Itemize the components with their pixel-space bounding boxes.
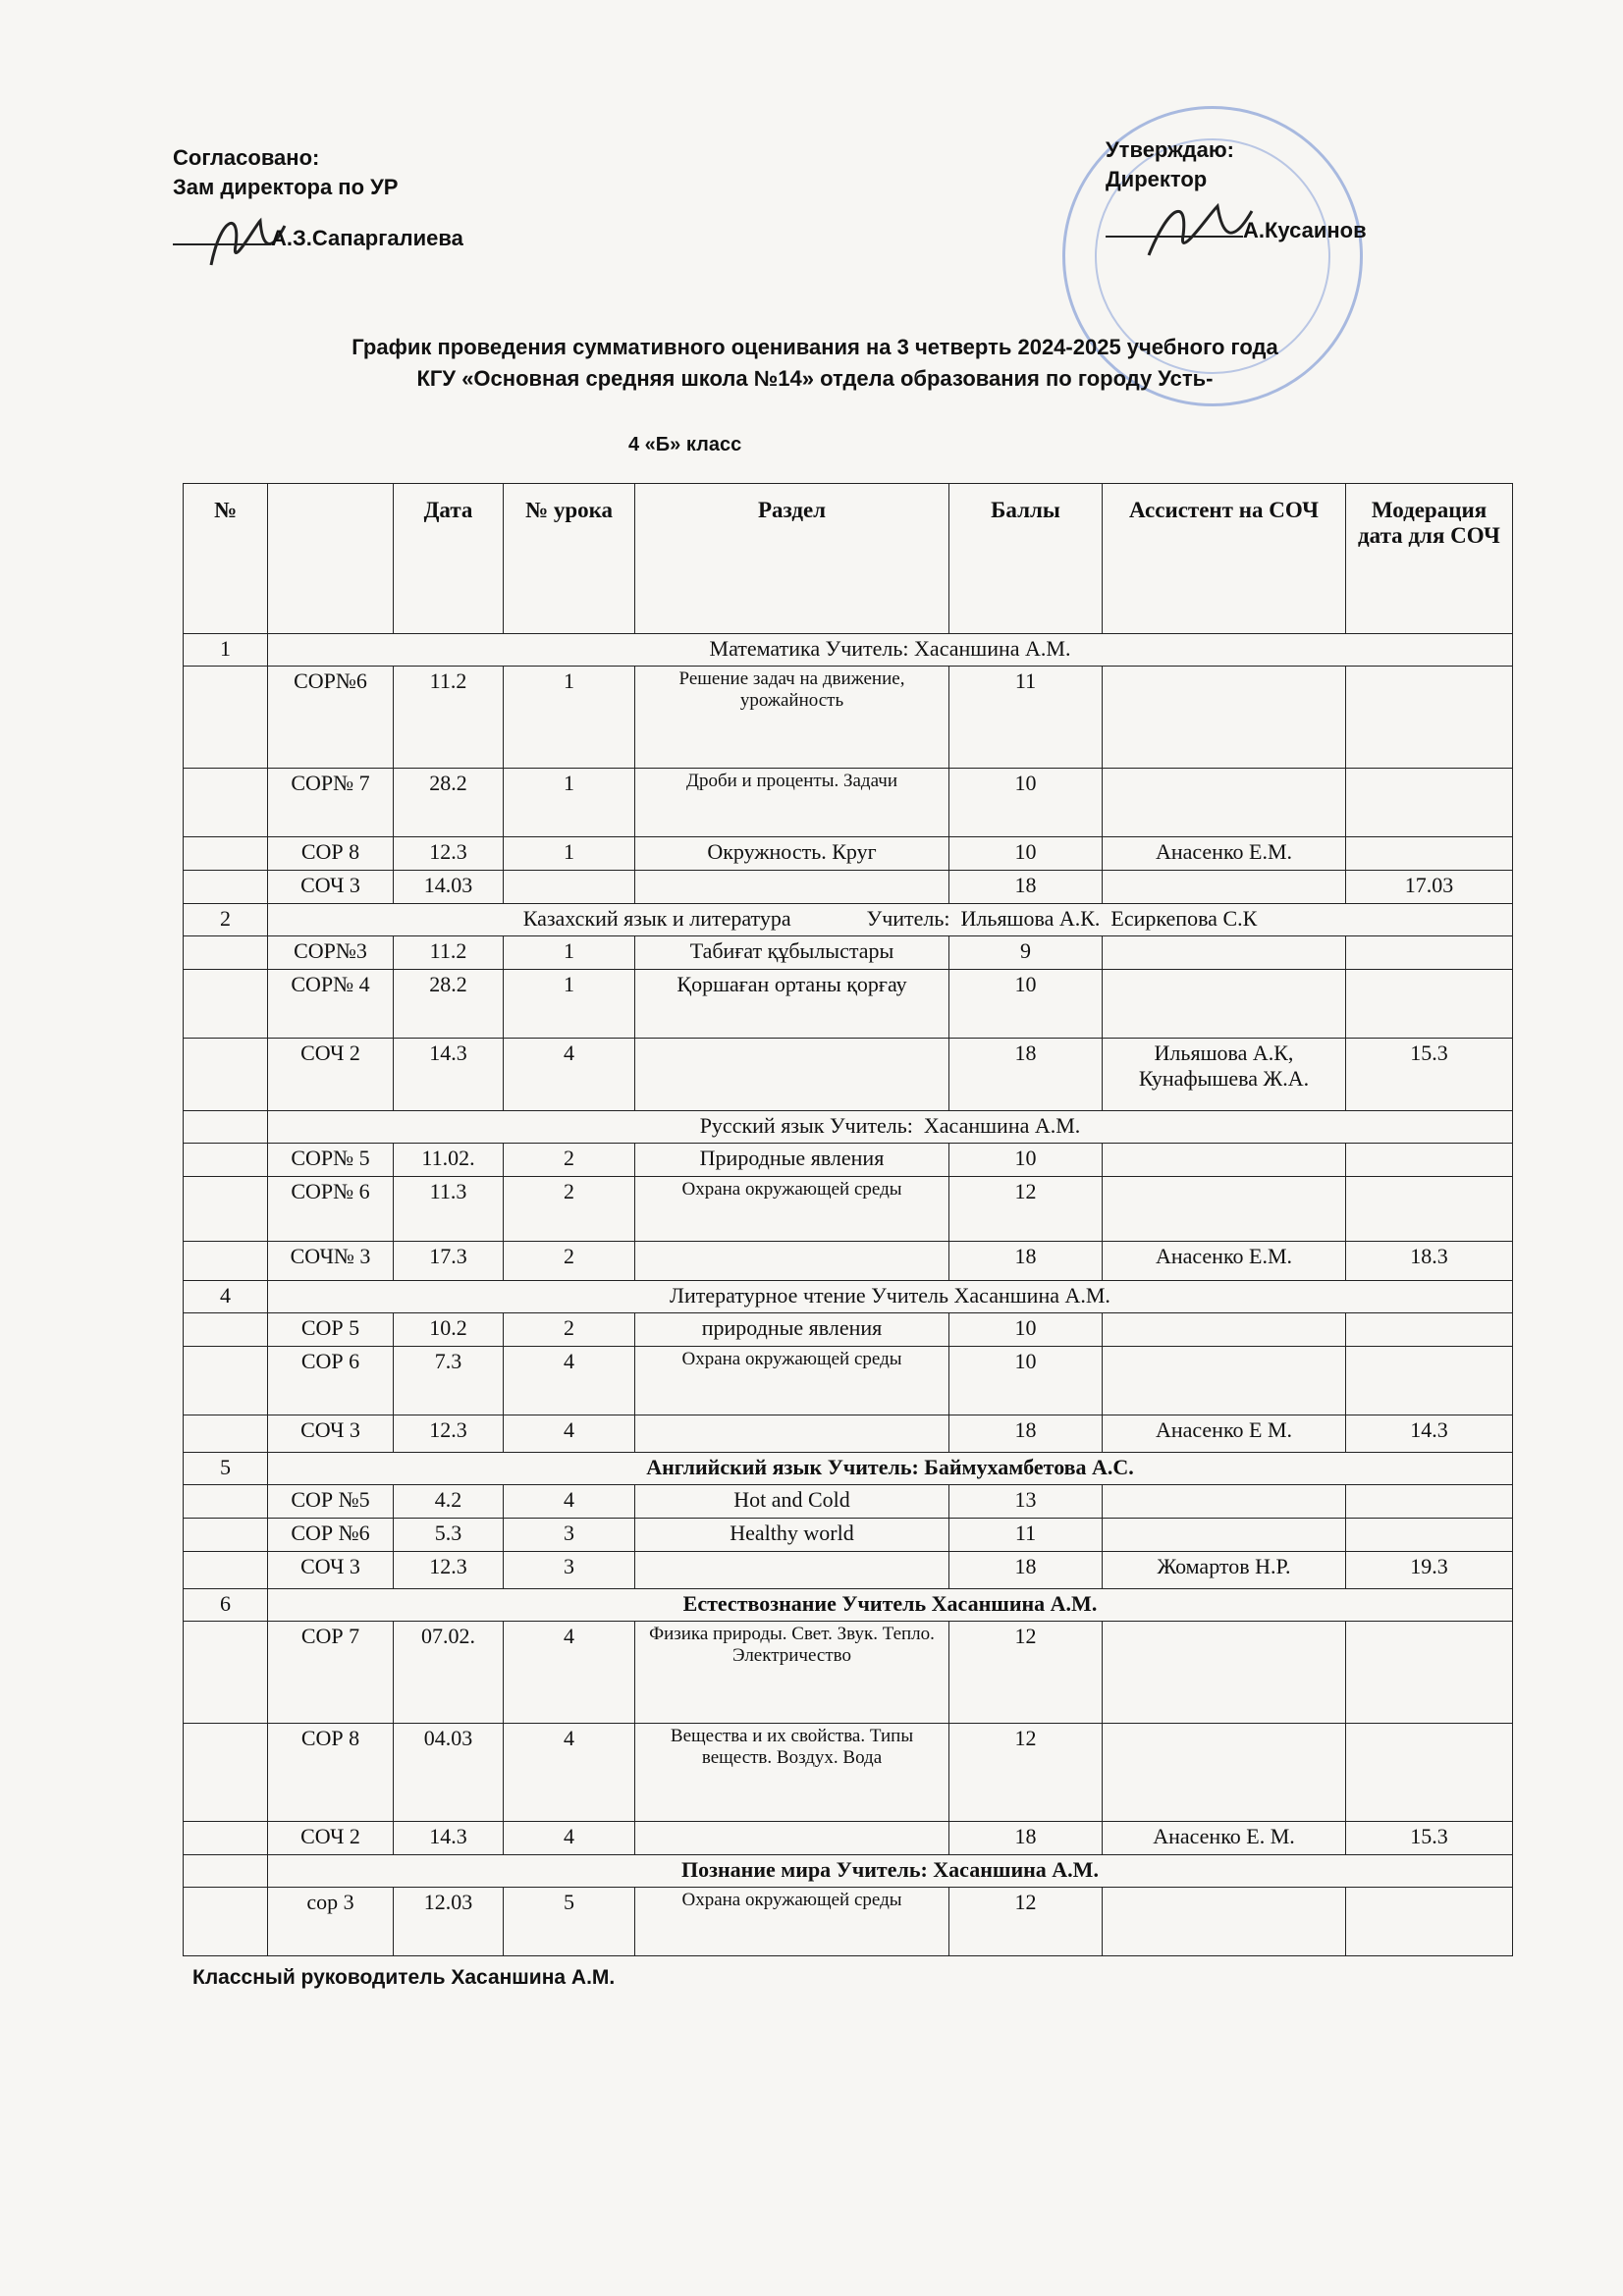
cell-type: СОР №5 bbox=[268, 1485, 394, 1519]
empty-cell bbox=[184, 1519, 268, 1552]
header-type bbox=[268, 484, 394, 634]
empty-cell bbox=[184, 1313, 268, 1347]
cell-date: 14.3 bbox=[394, 1822, 504, 1855]
cell-section: Физика природы. Свет. Звук. Тепло. Электричество bbox=[635, 1622, 949, 1724]
assessment-row bbox=[184, 1888, 1513, 1956]
subject-title: Познание мира Учитель: Хасаншина А.М. bbox=[268, 1855, 1513, 1888]
cell-date: 11.2 bbox=[394, 936, 504, 970]
cell-lesson: 3 bbox=[504, 1552, 635, 1589]
cell-moderation: 14.3 bbox=[1346, 1415, 1513, 1453]
cell-moderation bbox=[1346, 769, 1513, 837]
cell-assistant bbox=[1103, 1622, 1346, 1724]
assessment-row bbox=[184, 1724, 1513, 1822]
cell-moderation bbox=[1346, 936, 1513, 970]
cell-assistant bbox=[1103, 1485, 1346, 1519]
cell-type: СОР №6 bbox=[268, 1519, 394, 1552]
cell-score: 10 bbox=[949, 1347, 1103, 1415]
cell-date: 17.3 bbox=[394, 1242, 504, 1281]
empty-cell bbox=[184, 1177, 268, 1242]
cell-date: 12.3 bbox=[394, 837, 504, 871]
cell-moderation bbox=[1346, 1888, 1513, 1956]
cell-assistant: Анасенко Е М. bbox=[1103, 1415, 1346, 1453]
cell-assistant bbox=[1103, 1724, 1346, 1822]
cell-moderation bbox=[1346, 1724, 1513, 1822]
cell-lesson: 4 bbox=[504, 1039, 635, 1111]
cell-type: СОЧ 3 bbox=[268, 1415, 394, 1453]
empty-cell bbox=[184, 1144, 268, 1177]
cell-assistant bbox=[1103, 936, 1346, 970]
cell-lesson: 4 bbox=[504, 1485, 635, 1519]
cell-date: 11.02. bbox=[394, 1144, 504, 1177]
subject-number bbox=[184, 1111, 268, 1144]
empty-cell bbox=[184, 1888, 268, 1956]
cell-moderation: 19.3 bbox=[1346, 1552, 1513, 1589]
subject-row bbox=[184, 1855, 1513, 1888]
assessment-row bbox=[184, 1347, 1513, 1415]
cell-date: 11.3 bbox=[394, 1177, 504, 1242]
cell-lesson: 1 bbox=[504, 970, 635, 1039]
cell-assistant bbox=[1103, 667, 1346, 769]
cell-section: Дроби и проценты. Задачи bbox=[635, 769, 949, 837]
cell-score: 10 bbox=[949, 837, 1103, 871]
empty-cell bbox=[184, 1822, 268, 1855]
empty-cell bbox=[184, 837, 268, 871]
table-body bbox=[184, 634, 1513, 1956]
header-date: Дата bbox=[394, 484, 504, 634]
cell-moderation: 15.3 bbox=[1346, 1822, 1513, 1855]
assessment-row bbox=[184, 936, 1513, 970]
cell-assistant bbox=[1103, 1347, 1346, 1415]
approval-right bbox=[1106, 135, 1367, 245]
cell-section: Қоршаған ортаны қорғау bbox=[635, 970, 949, 1039]
cell-assistant: Жомартов Н.Р. bbox=[1103, 1552, 1346, 1589]
cell-assistant: Анасенко Е.М. bbox=[1103, 1242, 1346, 1281]
cell-section: Табиғат құбылыстары bbox=[635, 936, 949, 970]
cell-lesson: 2 bbox=[504, 1313, 635, 1347]
cell-type: СОР№ 5 bbox=[268, 1144, 394, 1177]
subject-number: 4 bbox=[184, 1281, 268, 1313]
cell-assistant: Ильяшова А.К, Кунафышева Ж.А. bbox=[1103, 1039, 1346, 1111]
assessment-row bbox=[184, 1519, 1513, 1552]
empty-cell bbox=[184, 1039, 268, 1111]
cell-section bbox=[635, 871, 949, 904]
assessment-row bbox=[184, 1552, 1513, 1589]
class-teacher-note: Классный руководитель Хасаншина А.М. bbox=[192, 1966, 616, 1989]
cell-type: СОЧ 2 bbox=[268, 1039, 394, 1111]
approval-right-line1: Утверждаю: bbox=[1106, 137, 1234, 162]
signature-line bbox=[1106, 216, 1243, 238]
header-moderation: Модерация дата для СОЧ bbox=[1346, 484, 1513, 634]
cell-assistant bbox=[1103, 1313, 1346, 1347]
cell-section: Природные явления bbox=[635, 1144, 949, 1177]
cell-score: 11 bbox=[949, 667, 1103, 769]
empty-cell bbox=[184, 1242, 268, 1281]
cell-moderation bbox=[1346, 667, 1513, 769]
cell-section: Healthy world bbox=[635, 1519, 949, 1552]
approval-right-sign-row bbox=[1106, 216, 1367, 245]
cell-type: СОР№ 6 bbox=[268, 1177, 394, 1242]
cell-type: СОР№3 bbox=[268, 936, 394, 970]
cell-lesson: 4 bbox=[504, 1347, 635, 1415]
subject-number: 1 bbox=[184, 634, 268, 667]
cell-lesson bbox=[504, 871, 635, 904]
cell-lesson: 1 bbox=[504, 769, 635, 837]
table-header-row bbox=[184, 484, 1513, 634]
approval-left-line1: Согласовано: bbox=[173, 145, 320, 170]
assessment-row bbox=[184, 1622, 1513, 1724]
cell-moderation bbox=[1346, 837, 1513, 871]
cell-assistant bbox=[1103, 1519, 1346, 1552]
cell-assistant bbox=[1103, 1177, 1346, 1242]
empty-cell bbox=[184, 871, 268, 904]
header-lesson: № урока bbox=[504, 484, 635, 634]
cell-score: 12 bbox=[949, 1177, 1103, 1242]
assessment-row bbox=[184, 1242, 1513, 1281]
document-title bbox=[236, 332, 1394, 395]
cell-lesson: 4 bbox=[504, 1822, 635, 1855]
cell-date: 12.3 bbox=[394, 1415, 504, 1453]
cell-lesson: 2 bbox=[504, 1177, 635, 1242]
cell-moderation bbox=[1346, 1519, 1513, 1552]
cell-date: 04.03 bbox=[394, 1724, 504, 1822]
assessment-row bbox=[184, 769, 1513, 837]
cell-date: 7.3 bbox=[394, 1347, 504, 1415]
empty-cell bbox=[184, 1485, 268, 1519]
approval-left-line2: Зам директора по УР bbox=[173, 175, 399, 199]
cell-section: Hot and Cold bbox=[635, 1485, 949, 1519]
empty-cell bbox=[184, 1347, 268, 1415]
cell-lesson: 1 bbox=[504, 936, 635, 970]
cell-type: СОЧ 2 bbox=[268, 1822, 394, 1855]
cell-type: СОЧ№ 3 bbox=[268, 1242, 394, 1281]
empty-cell bbox=[184, 667, 268, 769]
assessment-schedule-table bbox=[183, 483, 1513, 1956]
header-section: Раздел bbox=[635, 484, 949, 634]
approval-right-signer: А.Кусаинов bbox=[1243, 218, 1367, 242]
cell-lesson: 4 bbox=[504, 1724, 635, 1822]
cell-type: СОР 6 bbox=[268, 1347, 394, 1415]
cell-assistant bbox=[1103, 970, 1346, 1039]
cell-moderation bbox=[1346, 970, 1513, 1039]
cell-moderation bbox=[1346, 1347, 1513, 1415]
subject-title: Литературное чтение Учитель Хасаншина А.М. bbox=[268, 1281, 1513, 1313]
header-number: № bbox=[184, 484, 268, 634]
subject-row bbox=[184, 1589, 1513, 1622]
cell-assistant bbox=[1103, 1888, 1346, 1956]
assessment-row bbox=[184, 1822, 1513, 1855]
cell-score: 13 bbox=[949, 1485, 1103, 1519]
cell-date: 5.3 bbox=[394, 1519, 504, 1552]
cell-assistant bbox=[1103, 1144, 1346, 1177]
assessment-row bbox=[184, 1177, 1513, 1242]
cell-type: СОЧ 3 bbox=[268, 1552, 394, 1589]
cell-score: 12 bbox=[949, 1622, 1103, 1724]
assessment-row bbox=[184, 837, 1513, 871]
class-label: 4 «Б» класс bbox=[628, 434, 742, 455]
cell-score: 18 bbox=[949, 1242, 1103, 1281]
subject-number: 6 bbox=[184, 1589, 268, 1622]
empty-cell bbox=[184, 1622, 268, 1724]
cell-section: Вещества и их свойства. Типы веществ. Воздух. Вода bbox=[635, 1724, 949, 1822]
cell-score: 18 bbox=[949, 1822, 1103, 1855]
cell-moderation: 15.3 bbox=[1346, 1039, 1513, 1111]
cell-type: СОЧ 3 bbox=[268, 871, 394, 904]
cell-type: СОР 7 bbox=[268, 1622, 394, 1724]
cell-score: 12 bbox=[949, 1724, 1103, 1822]
cell-date: 11.2 bbox=[394, 667, 504, 769]
header-assistant: Ассистент на СОЧ bbox=[1103, 484, 1346, 634]
approval-left bbox=[173, 143, 463, 253]
cell-assistant bbox=[1103, 871, 1346, 904]
cell-lesson: 4 bbox=[504, 1415, 635, 1453]
cell-date: 14.3 bbox=[394, 1039, 504, 1111]
cell-score: 18 bbox=[949, 1415, 1103, 1453]
subject-title: Английский язык Учитель: Баймухамбетова А.С. bbox=[268, 1453, 1513, 1485]
cell-type: СОР№ 4 bbox=[268, 970, 394, 1039]
cell-score: 10 bbox=[949, 1144, 1103, 1177]
cell-lesson: 4 bbox=[504, 1622, 635, 1724]
cell-moderation bbox=[1346, 1313, 1513, 1347]
cell-section: природные явления bbox=[635, 1313, 949, 1347]
subject-row bbox=[184, 904, 1513, 936]
approval-left-sign-row bbox=[173, 224, 463, 253]
subject-title: Естествознание Учитель Хасаншина А.М. bbox=[268, 1589, 1513, 1622]
cell-date: 07.02. bbox=[394, 1622, 504, 1724]
cell-moderation: 18.3 bbox=[1346, 1242, 1513, 1281]
assessment-row bbox=[184, 1415, 1513, 1453]
cell-moderation bbox=[1346, 1177, 1513, 1242]
cell-moderation bbox=[1346, 1622, 1513, 1724]
cell-lesson: 2 bbox=[504, 1144, 635, 1177]
cell-type: СОР 8 bbox=[268, 837, 394, 871]
subject-number bbox=[184, 1855, 268, 1888]
assessment-row bbox=[184, 1485, 1513, 1519]
subject-row bbox=[184, 1281, 1513, 1313]
cell-score: 10 bbox=[949, 970, 1103, 1039]
cell-moderation: 17.03 bbox=[1346, 871, 1513, 904]
assessment-row bbox=[184, 667, 1513, 769]
title-line1: График проведения суммативного оценивания на 3 четверть 2024-2025 учебного года bbox=[352, 335, 1278, 359]
header-score: Баллы bbox=[949, 484, 1103, 634]
subject-title: Математика Учитель: Хасаншина А.М. bbox=[268, 634, 1513, 667]
cell-score: 18 bbox=[949, 1039, 1103, 1111]
title-line2: КГУ «Основная средняя школа №14» отдела образования по городу Усть- bbox=[416, 366, 1214, 391]
subject-row bbox=[184, 1453, 1513, 1485]
cell-section: Охрана окружающей среды bbox=[635, 1177, 949, 1242]
cell-date: 28.2 bbox=[394, 769, 504, 837]
cell-section bbox=[635, 1242, 949, 1281]
subject-title: Казахский язык и литература Учитель: Ильяшова А.К. Есиркепова С.К bbox=[268, 904, 1513, 936]
assessment-row bbox=[184, 1039, 1513, 1111]
cell-moderation bbox=[1346, 1485, 1513, 1519]
empty-cell bbox=[184, 1552, 268, 1589]
cell-score: 18 bbox=[949, 1552, 1103, 1589]
cell-section: Окружность. Круг bbox=[635, 837, 949, 871]
cell-type: СОР№6 bbox=[268, 667, 394, 769]
cell-type: СОР 8 bbox=[268, 1724, 394, 1822]
approval-left-signer: А.З.Сапаргалиева bbox=[271, 226, 463, 250]
cell-type: сор 3 bbox=[268, 1888, 394, 1956]
cell-score: 12 bbox=[949, 1888, 1103, 1956]
cell-date: 12.03 bbox=[394, 1888, 504, 1956]
cell-lesson: 1 bbox=[504, 837, 635, 871]
assessment-row bbox=[184, 1313, 1513, 1347]
subject-number: 2 bbox=[184, 904, 268, 936]
cell-date: 4.2 bbox=[394, 1485, 504, 1519]
empty-cell bbox=[184, 970, 268, 1039]
signature-line bbox=[173, 224, 271, 245]
assessment-row bbox=[184, 970, 1513, 1039]
cell-section bbox=[635, 1039, 949, 1111]
assessment-row bbox=[184, 1144, 1513, 1177]
cell-section: Охрана окружающей среды bbox=[635, 1888, 949, 1956]
cell-lesson: 1 bbox=[504, 667, 635, 769]
cell-section bbox=[635, 1415, 949, 1453]
cell-score: 9 bbox=[949, 936, 1103, 970]
empty-cell bbox=[184, 769, 268, 837]
approval-right-line2: Директор bbox=[1106, 167, 1208, 191]
cell-score: 10 bbox=[949, 769, 1103, 837]
cell-assistant: Анасенко Е.М. bbox=[1103, 837, 1346, 871]
cell-score: 18 bbox=[949, 871, 1103, 904]
cell-section: Решение задач на движение, урожайность bbox=[635, 667, 949, 769]
subject-title: Русский язык Учитель: Хасаншина А.М. bbox=[268, 1111, 1513, 1144]
cell-type: СОР 5 bbox=[268, 1313, 394, 1347]
cell-section bbox=[635, 1822, 949, 1855]
subject-row bbox=[184, 1111, 1513, 1144]
empty-cell bbox=[184, 1724, 268, 1822]
cell-date: 28.2 bbox=[394, 970, 504, 1039]
subject-number: 5 bbox=[184, 1453, 268, 1485]
subject-row bbox=[184, 634, 1513, 667]
empty-cell bbox=[184, 1415, 268, 1453]
cell-date: 14.03 bbox=[394, 871, 504, 904]
cell-score: 11 bbox=[949, 1519, 1103, 1552]
cell-assistant bbox=[1103, 769, 1346, 837]
cell-score: 10 bbox=[949, 1313, 1103, 1347]
cell-lesson: 3 bbox=[504, 1519, 635, 1552]
assessment-row bbox=[184, 871, 1513, 904]
empty-cell bbox=[184, 936, 268, 970]
cell-moderation bbox=[1346, 1144, 1513, 1177]
cell-type: СОР№ 7 bbox=[268, 769, 394, 837]
cell-date: 10.2 bbox=[394, 1313, 504, 1347]
cell-section bbox=[635, 1552, 949, 1589]
cell-lesson: 2 bbox=[504, 1242, 635, 1281]
cell-assistant: Анасенко Е. М. bbox=[1103, 1822, 1346, 1855]
cell-lesson: 5 bbox=[504, 1888, 635, 1956]
cell-date: 12.3 bbox=[394, 1552, 504, 1589]
cell-section: Охрана окружающей среды bbox=[635, 1347, 949, 1415]
